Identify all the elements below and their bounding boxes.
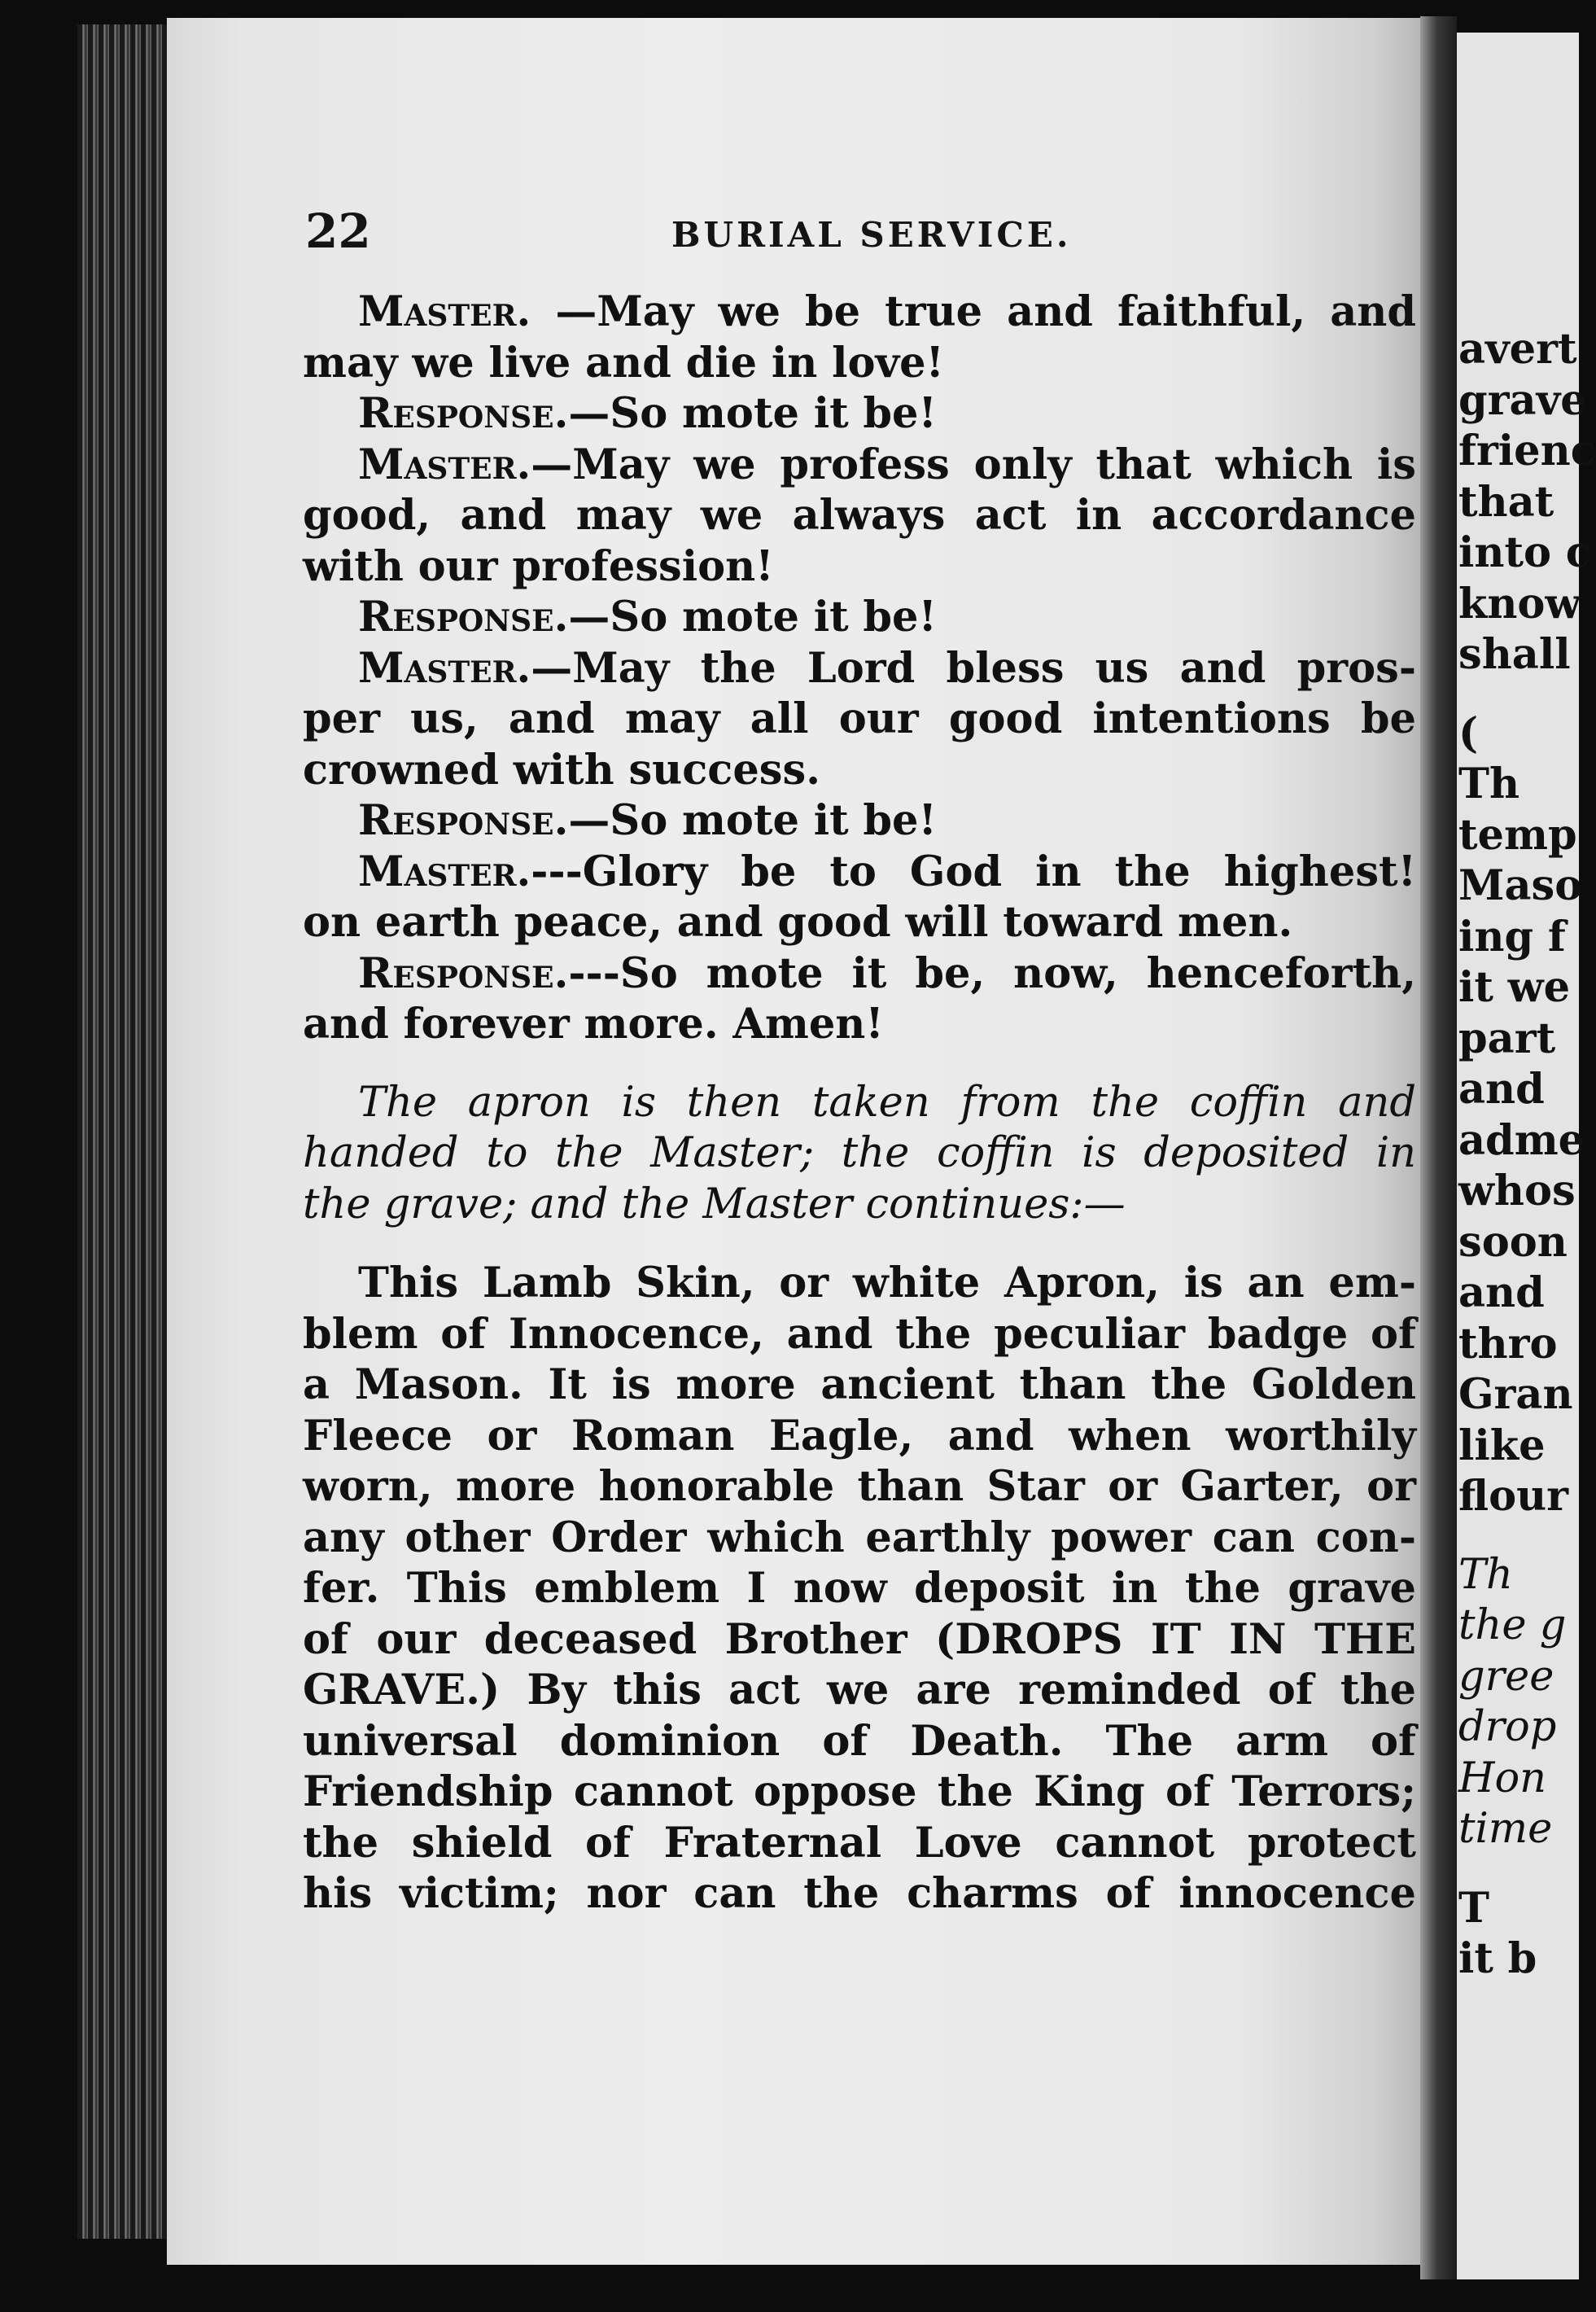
text-line: Master.—May we profess only that which is: [358, 440, 1416, 489]
facing-line: frienc: [1458, 427, 1596, 475]
text-line: GRAVE.) By this act we are reminded of the: [303, 1666, 1416, 1714]
text-line: Master.---Glory be to God in the highest!: [358, 847, 1416, 896]
facing-line: Th: [1458, 760, 1520, 808]
text-line: crowned with success.: [303, 745, 820, 795]
paragraph-gap: [1458, 1522, 1579, 1550]
facing-line: flour: [1458, 1472, 1569, 1521]
speaker-label: Master: [358, 287, 517, 336]
facing-line: grave: [1458, 375, 1587, 425]
text-line: on earth peace, and good will toward men.: [303, 898, 1293, 947]
text-line: with our profession!: [303, 541, 774, 591]
rubric-line: handed to the Master; the coffin is deposited in: [303, 1129, 1416, 1177]
speaker-label: Master: [358, 847, 517, 896]
facing-page-text: [1458, 324, 1596, 1985]
text-line: Master. —May we be true and faithful, and: [358, 287, 1416, 336]
text-line: universal dominion of Death. The arm of: [303, 1716, 1416, 1766]
facing-line: temp: [1458, 810, 1577, 860]
facing-line: thro: [1458, 1319, 1558, 1368]
text-line: This Lamb Skin, or white Apron, is an em-: [358, 1259, 1416, 1307]
text-line: blem of Innocence, and the peculiar badge of: [303, 1309, 1416, 1359]
facing-line: into c: [1458, 528, 1591, 577]
facing-line: T: [1458, 1883, 1489, 1933]
speaker-label: Response: [358, 593, 554, 641]
speaker-label: Response: [358, 796, 554, 845]
text-line: Response.—So mote it be!: [358, 389, 937, 438]
facing-line: ing f: [1458, 912, 1566, 961]
facing-line: it b: [1458, 1934, 1537, 1983]
text-line: Response.—So mote it be!: [358, 593, 937, 641]
facing-line: know: [1458, 579, 1581, 628]
facing-line: like: [1458, 1421, 1546, 1470]
facing-line: and: [1458, 1065, 1545, 1114]
text-line: per us, and may all our good intentions be: [303, 694, 1416, 743]
facing-line: Hon: [1458, 1754, 1547, 1802]
facing-line: adme: [1458, 1115, 1585, 1165]
running-head: [305, 204, 1412, 269]
paragraph-gap: [303, 1050, 1416, 1078]
facing-line: avert: [1458, 325, 1577, 374]
text-line: good, and may we always act in accordance: [303, 491, 1416, 540]
facing-line: gree: [1458, 1652, 1554, 1701]
facing-line: Gran: [1458, 1370, 1573, 1419]
facing-line: Th: [1458, 1550, 1513, 1599]
text-line: any other Order which earthly power can con-: [303, 1513, 1416, 1562]
facing-line: part: [1458, 1014, 1556, 1063]
facing-line: it we: [1458, 963, 1571, 1012]
facing-line: shall: [1458, 630, 1571, 679]
facing-line: time: [1458, 1805, 1553, 1853]
facing-line: soon: [1458, 1217, 1568, 1267]
facing-line: the g: [1458, 1601, 1567, 1649]
text-line: worn, more honorable than Star or Garter, or: [303, 1462, 1416, 1511]
text-line: the shield of Fraternal Love cannot protect: [303, 1818, 1416, 1868]
text-line: may we live and die in love!: [303, 338, 944, 388]
facing-line: (: [1458, 708, 1479, 758]
facing-line: whos: [1458, 1167, 1576, 1215]
rubric-line: The apron is then taken from the coffin and: [358, 1078, 1416, 1127]
speaker-label: Master: [358, 440, 517, 489]
paragraph-gap: [303, 1230, 1416, 1258]
text-line: Response.—So mote it be!: [358, 796, 937, 845]
text-line: fer. This emblem I now deposit in the grave: [303, 1564, 1416, 1613]
text-line: a Mason. It is more ancient than the Golden: [303, 1360, 1416, 1409]
paragraph-gap: [1458, 681, 1579, 708]
speaker-label: Response: [358, 389, 554, 438]
text-line: Master.—May the Lord bless us and pros-: [358, 643, 1416, 693]
facing-line: drop: [1458, 1703, 1557, 1751]
running-title: BURIAL SERVICE.: [671, 215, 1072, 255]
text-line: Friendship cannot oppose the King of Terrors;: [303, 1767, 1416, 1816]
facing-line: and: [1458, 1268, 1545, 1317]
facing-line: Maso: [1458, 861, 1583, 910]
book-gutter: [1420, 16, 1457, 2279]
speaker-label: Response: [358, 948, 554, 998]
text-line: Response.---So mote it be, now, henceforth,: [358, 948, 1416, 998]
paragraph-gap: [1458, 1855, 1579, 1883]
facing-line: that: [1458, 477, 1554, 527]
text-line: and forever more. Amen!: [303, 1000, 884, 1049]
text-line: of our deceased Brother (DROPS IT IN THE: [303, 1614, 1416, 1664]
text-line: Fleece or Roman Eagle, and when worthily: [303, 1411, 1416, 1460]
book-page-edges: [77, 24, 167, 2239]
text-line: his victim; nor can the charms of innocence: [303, 1869, 1416, 1918]
page-number: 22: [305, 204, 371, 259]
speaker-label: Master: [358, 643, 517, 693]
rubric-line: the grave; and the Master continues:—: [303, 1180, 1126, 1228]
body-text: [303, 287, 1416, 1920]
